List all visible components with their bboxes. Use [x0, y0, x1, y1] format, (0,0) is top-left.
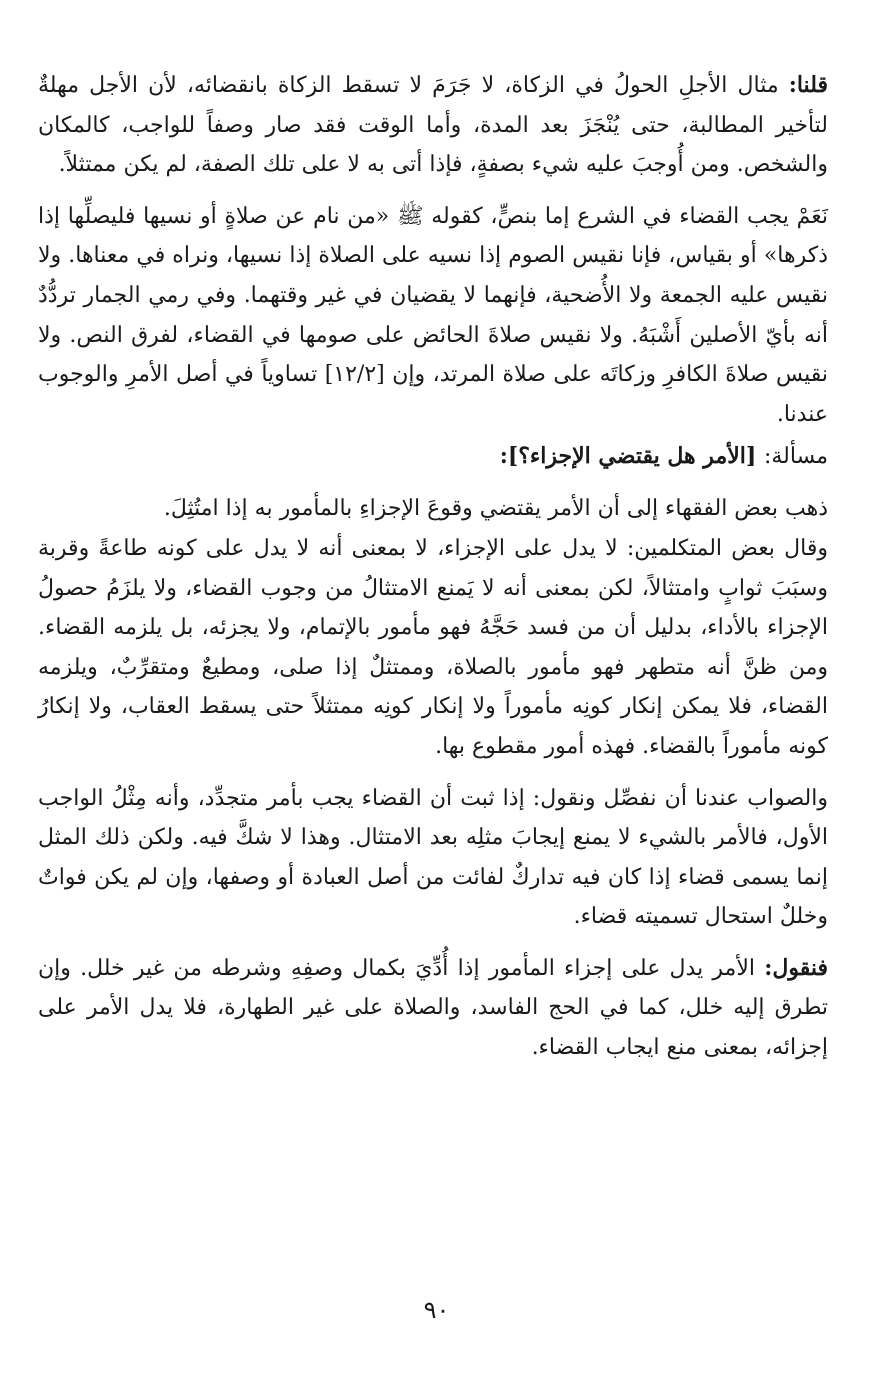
section-heading — [38, 436, 828, 477]
paragraph-text: الأمر يدل على إجزاء المأمور إذا أُدِّيَ بكمال وصفِهِ وشرطه من غير خلل. وإن تطرق إليه خلل، كما في الحج الفاسد، والصلاة على غير الطهارة، فلا يدل الأمر على إجزائه، بمعنى منع ايجاب القضاء. — [38, 955, 828, 1061]
paragraph-fanaqul — [38, 949, 828, 1068]
paragraph-qada-by-text: نَعَمْ يجب القضاء في الشرع إما بنصٍّ، كقوله ﷺ «من نام عن صلاةٍ أو نسيها فليصلِّها إذا ذكرها» أو بقياس، فإنا نقيس الصوم إذا نسيه على الصلاة إذا نسيها، ونراه في معناها. ولا نقيس عليه الجمعة ولا الأُضحية، فإنهما لا يقضيان في غير وقتهما. وفي رمي الجمار تردُّدٌ أنه بأيّ الأصلين أَشْبَهُ. ولا نقيس صلاةَ الحائض على صومها في القضاء، لفرق النص. ولا نقيس صلاةَ الكافرِ وزكاتَه على صلاة المرتد، وإن [١٢/٢] تساوياً في أصل الأمرِ والوجوب عندنا. — [38, 203, 828, 427]
paragraph-fuqaha: ذهب بعض الفقهاء إلى أن الأمر يقتضي وقوعَ الإجزاءِ بالمأمور به إذا امتُثِلَ. — [163, 496, 828, 522]
paragraph-sawab: والصواب عندنا أن نفصِّل ونقول: إذا ثبت أن القضاء يجب بأمر متجدِّد، وأنه مِثْلُ الواجب الأول، فالأمر بالشيء لا يمنع إيجابَ مثلِه بعد الامتثال. وهذا لا شكَّ فيه. ولكن ذلك المثل إنما يسمى قضاء إذا كان فيه تداركٌ لفائت من أصل العبادة أو وصفها، وإن لم يكن فواتٌ وخللٌ استحال تسميته قضاء. — [38, 785, 828, 930]
page-body — [38, 66, 828, 1068]
heading-label: مسألة: — [763, 444, 828, 470]
paragraph-text: مثال الأجلِ الحولُ في الزكاة، لا جَرَمَ لا تسقط الزكاة بانقضائه، لأن الأجل مهلةٌ لتأخير المطالبة، حتى يُنْجَزَ بعد المدة، وأما الوقت فقد صار وصفاً للواجب، كالمكان والشخص. ومن أُوجبَ عليه شيء بصفةٍ، فإذا أتى به لا على تلك الصفة، لم يكن ممتثلاً. — [38, 73, 828, 178]
heading-title: [الأمر هل يقتضي الإجزاء؟]: — [499, 443, 764, 470]
page-number: ٩٠ — [423, 1296, 450, 1324]
paragraph-mutakallimin: وقال بعض المتكلمين: لا يدل على الإجزاء، لا بمعنى أنه لا يدل على كونه طاعةً وقربة وسبَبَ ثوابٍ وامتثالاً، لكن بمعنى أنه لا يَمنع الامتثالُ من وجوب القضاء، ولا يلزَمُ حصولُ الإجزاء بالأداء، بدليل أن من فسد حَجَّهُ فهو مأمور بالإتمام، ولا يجزئه، بل يلزمه القضاء. ومن ظنَّ أنه متطهر فهو مأمور بالصلاة، وممتثلٌ إذا صلى، ومطيعٌ ومتقرِّبٌ، ويلزمه القضاء، فلا يمكن إنكار كونِه مأموراً ولا إنكار كونِه ممتثلاً حتى يسقط العقاب، ولا إنكارُ كونه مأموراً بالقضاء. فهذه أمور مقطوع بها. — [38, 535, 829, 759]
lead-word-fanaqul: فنقول: — [764, 954, 828, 981]
paragraph-qulna — [38, 66, 828, 185]
lead-word-qulna: قلنا: — [788, 72, 828, 98]
